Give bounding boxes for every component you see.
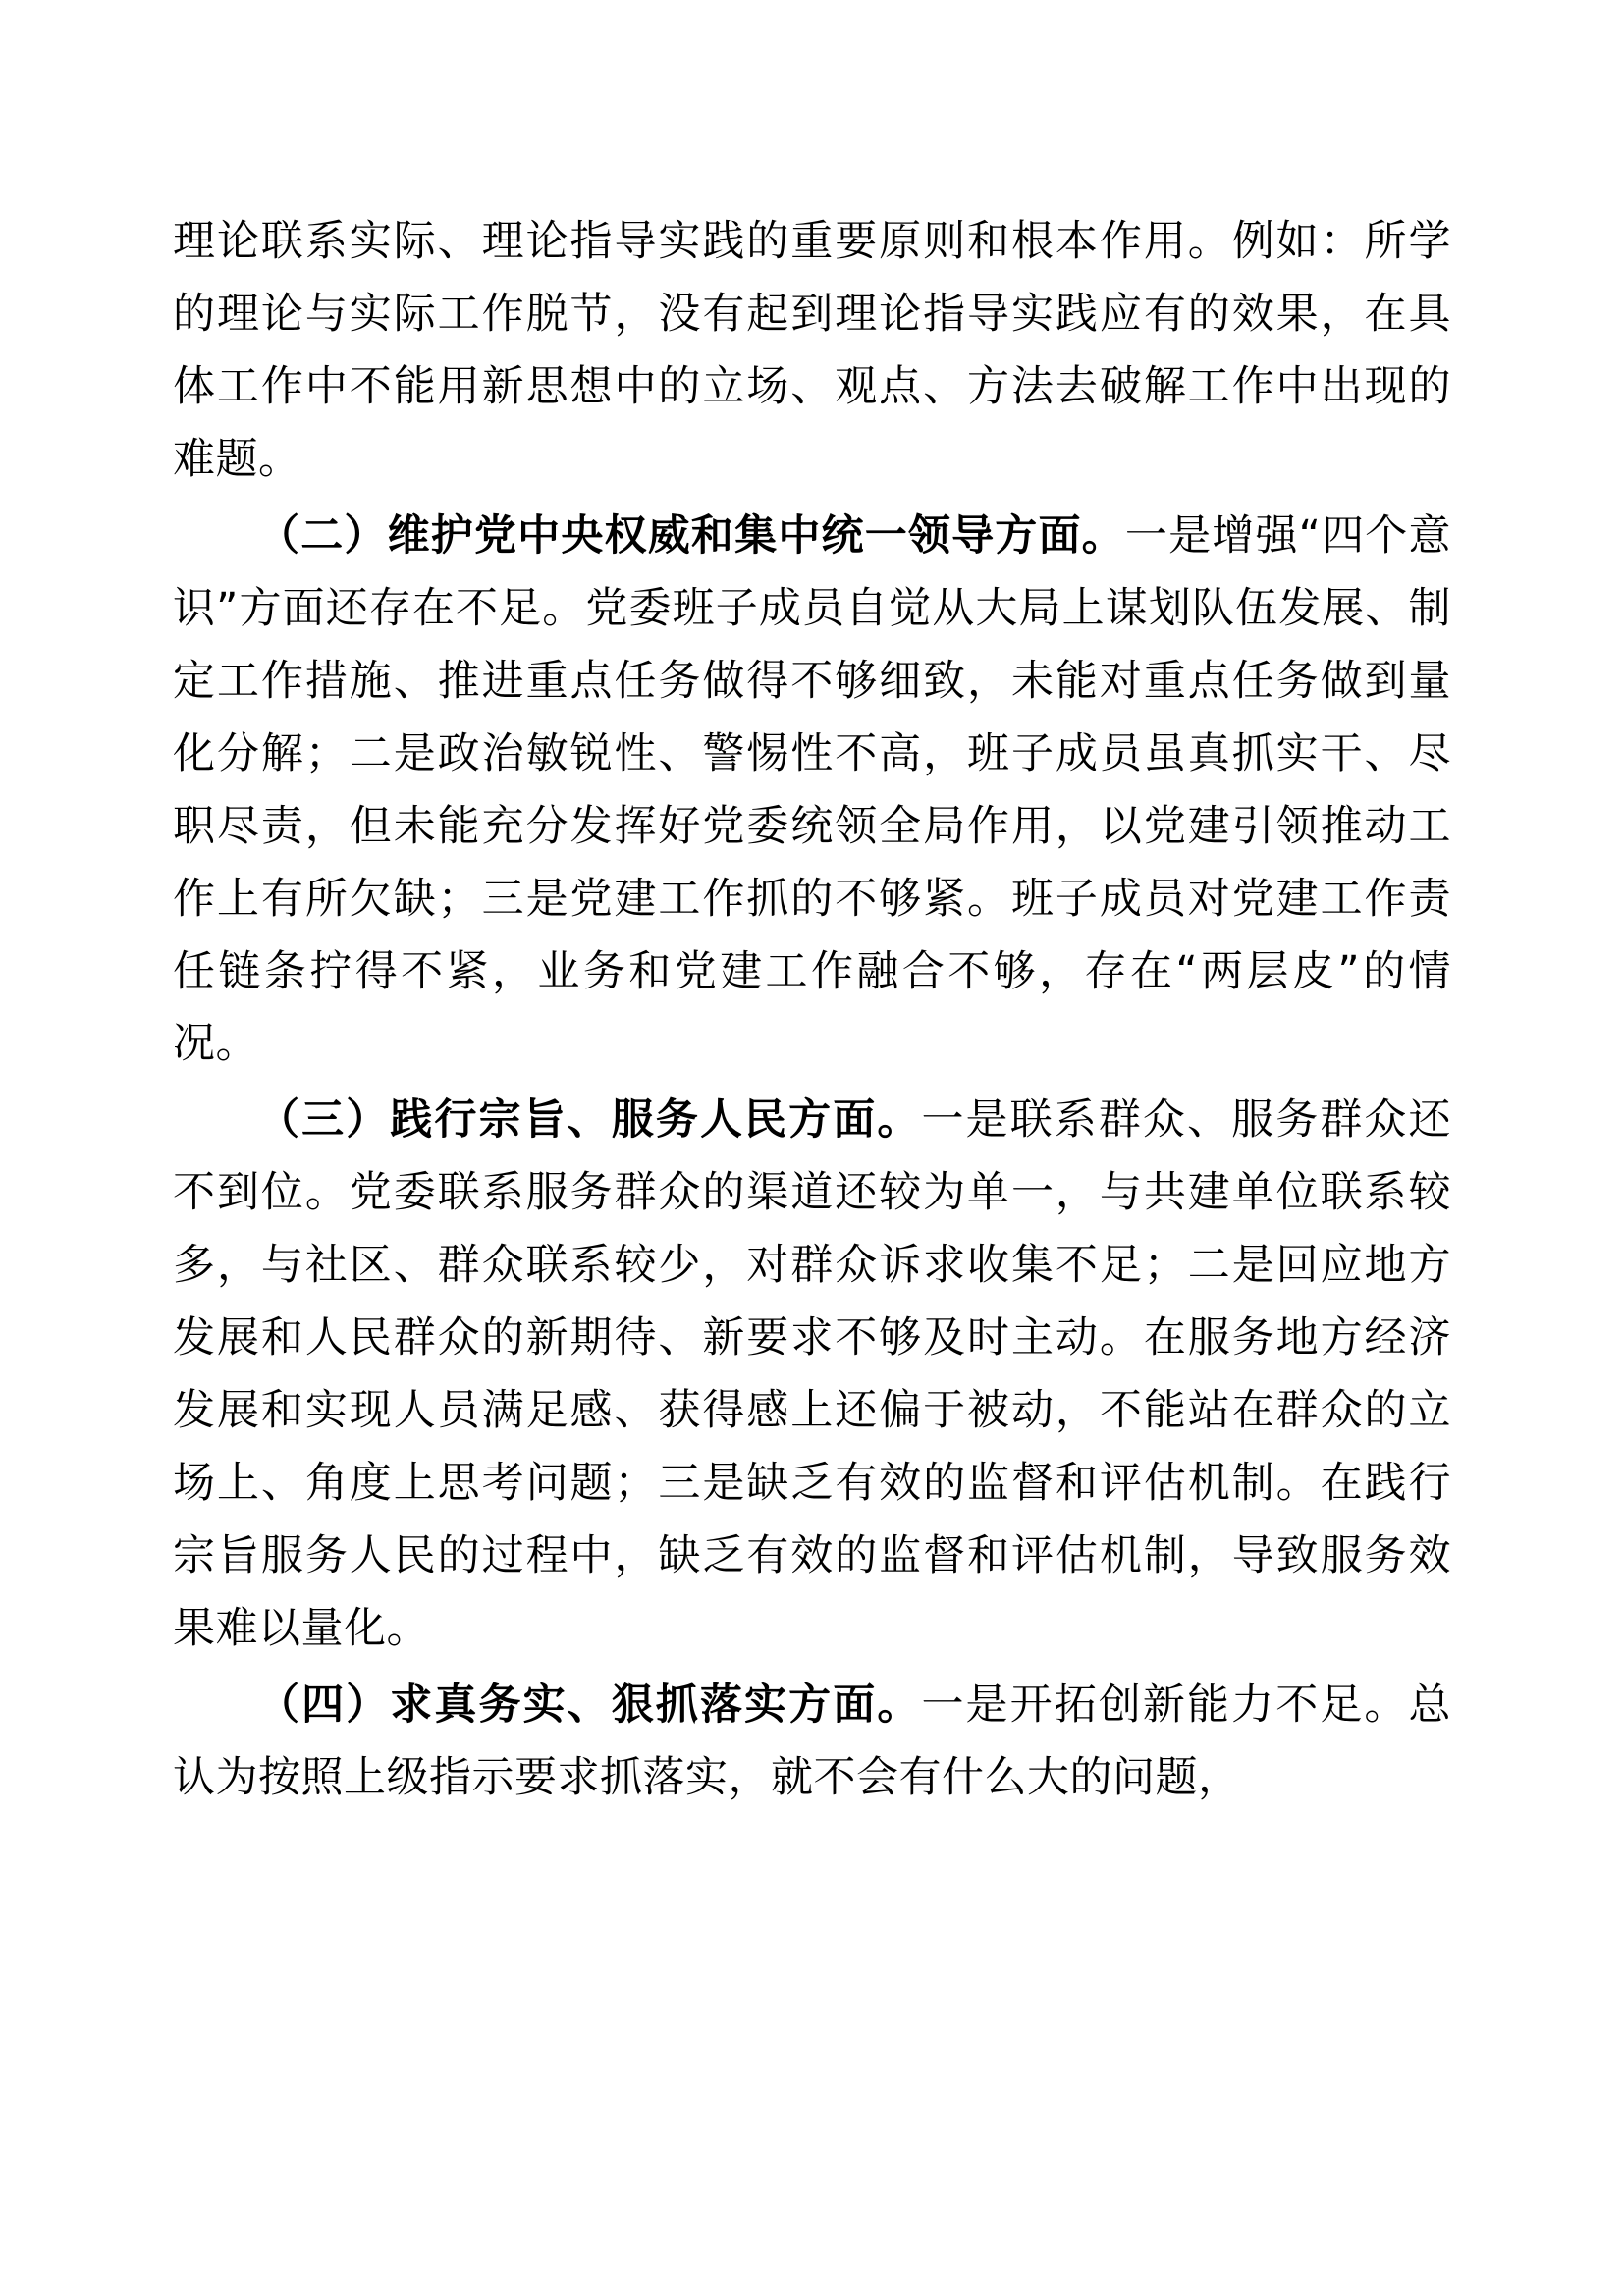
paragraph-3-heading: （三）践行宗旨、服务人民方面。: [257, 1095, 922, 1146]
paragraph-1: [173, 206, 1451, 497]
paragraph-3-text: 一是联系群众、服务群众还不到位。党委联系服务群众的渠道还较为单一，与共建单位联系较多，与社区、群众联系较少，对群众诉求收集不足；二是回应地方发展和人民群众的新期待、新要求不够及时主动。在服务地方经济发展和实现人员满足感、获得感上还偏于被动，不能站在群众的立场上、角度上思考问题；三是缺乏有效的监督和评估机制。在践行宗旨服务人民的过程中，缺乏有效的监督和评估机制，导致服务效果难以量化。: [173, 1095, 1452, 1654]
paragraph-4-heading: （四）求真务实、狠抓落实方面。: [257, 1681, 922, 1731]
paragraph-4: [173, 1670, 1451, 1815]
paragraph-3: [173, 1085, 1451, 1666]
paragraph-1-text: 理论联系实际、理论指导实践的重要原则和根本作用。例如：所学的理论与实际工作脱节，没有起到理论指导实践应有的效果，在具体工作中不能用新思想中的立场、观点、方法去破解工作中出现的难题。: [173, 217, 1451, 484]
paragraph-2-text: 一是增强“四个意识”方面还存在不足。党委班子成员自觉从大局上谋划队伍发展、制定工作措施、推进重点任务做得不够细致，未能对重点任务做到量化分解；二是政治敏锐性、警惕性不高，班子成员虽真抓实干、尽职尽责，但未能充分发挥好党委统领全局作用，以党建引领推动工作上有所欠缺；三是党建工作抓的不够紧。班子成员对党建工作责任链条拧得不紧，业务和党建工作融合不够，存在“两层皮”的情况。: [173, 510, 1452, 1069]
document-body: [173, 206, 1451, 1815]
paragraph-2-heading: （二）维护党中央权威和集中统一领导方面。: [257, 510, 1125, 561]
paragraph-2: [173, 501, 1451, 1082]
paragraph-4-text: 一是开拓创新能力不足。总认为按照上级指示要求抓落实，就不会有什么大的问题，: [173, 1681, 1452, 1803]
